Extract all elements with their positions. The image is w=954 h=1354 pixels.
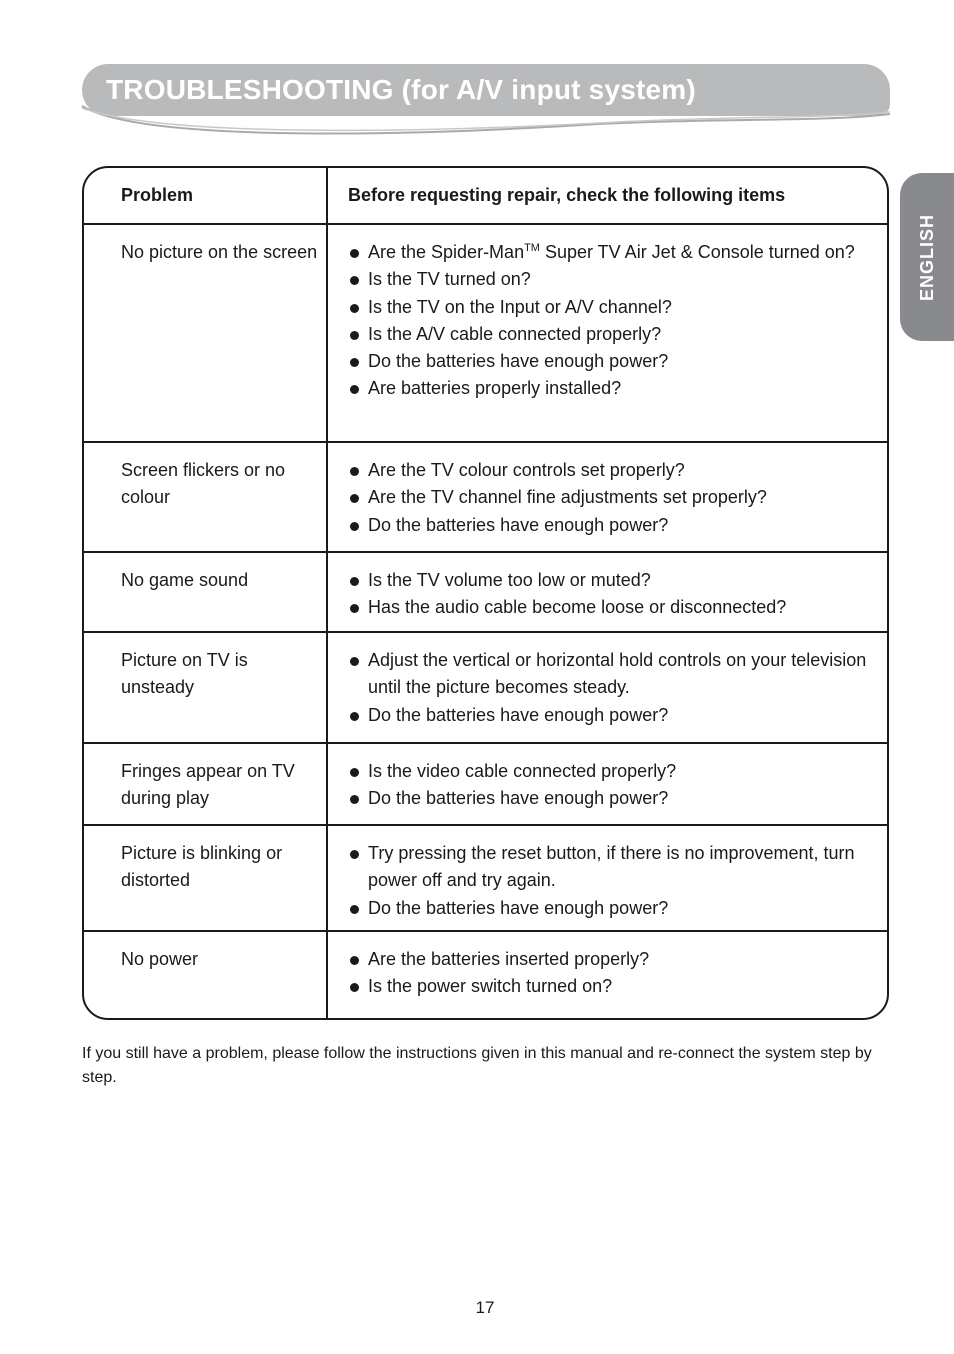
checks-list: [350, 457, 879, 539]
language-tab-label: ENGLISH: [916, 213, 937, 301]
table-row: [84, 931, 887, 1020]
page-title: TROUBLESHOOTING (for A/V input system): [106, 74, 696, 105]
check-item: Are the TV channel fine adjustments set properly?: [350, 484, 879, 511]
check-item: Try pressing the reset button, if there is no improvement, turn power off and try again.: [350, 840, 879, 895]
page-number: 17: [475, 1298, 495, 1317]
check-item: Are the TV colour controls set properly?: [350, 457, 879, 484]
check-item: Do the batteries have enough power?: [350, 895, 879, 922]
check-item: Is the TV on the Input or A/V channel?: [350, 294, 879, 321]
checks-cell: [327, 743, 887, 825]
table-row: [84, 224, 887, 442]
checks-list: [350, 567, 879, 622]
check-item: Do the batteries have enough power?: [350, 348, 879, 375]
problem-cell: No power: [84, 931, 327, 1020]
table-row: [84, 743, 887, 825]
table-header-row: [84, 168, 887, 224]
checks-cell: [327, 552, 887, 632]
trademark-superscript: TM: [524, 242, 540, 254]
checks-cell: [327, 632, 887, 743]
check-item-text: Super TV Air Jet & Console turned on?: [539, 242, 855, 262]
footnote-text: If you still have a problem, please follow the instructions given in this manual and re-connect the system step by step.: [82, 1045, 872, 1086]
checks-list: [350, 647, 879, 729]
check-item: Has the audio cable become loose or disconnected?: [350, 594, 879, 621]
check-item: Are batteries properly installed?: [350, 375, 879, 402]
check-item: [350, 239, 879, 266]
problem-cell: Picture is blinking or distorted: [84, 825, 327, 931]
table-row: [84, 825, 887, 931]
check-item: Is the TV turned on?: [350, 266, 879, 293]
table-row: [84, 632, 887, 743]
check-item: Is the A/V cable connected properly?: [350, 321, 879, 348]
table-row: [84, 552, 887, 632]
language-side-tab: [900, 173, 954, 341]
column-header-problem: Problem: [84, 168, 327, 224]
troubleshooting-table-body: [84, 168, 887, 1020]
checks-cell: [327, 224, 887, 442]
check-item: Is the power switch turned on?: [350, 973, 879, 1000]
checks-cell: [327, 931, 887, 1020]
checks-list: [350, 239, 879, 403]
column-header-checks: Before requesting repair, check the following items: [348, 184, 786, 205]
check-item: Do the batteries have enough power?: [350, 702, 879, 729]
check-item: Do the batteries have enough power?: [350, 512, 879, 539]
check-item-text: Are the Spider-Man: [368, 242, 525, 262]
check-item: Are the batteries inserted properly?: [350, 946, 879, 973]
checks-cell: [327, 825, 887, 931]
problem-cell: Screen flickers or no colour: [84, 442, 327, 552]
check-item: Is the video cable connected properly?: [350, 758, 879, 785]
checks-list: [350, 840, 879, 922]
check-item: Adjust the vertical or horizontal hold controls on your television until the picture becomes steady.: [350, 647, 879, 702]
check-item: Do the batteries have enough power?: [350, 785, 879, 812]
problem-cell: No game sound: [84, 552, 327, 632]
problem-cell: No picture on the screen: [84, 224, 327, 442]
troubleshooting-table: [82, 166, 889, 1020]
check-item: Is the TV volume too low or muted?: [350, 567, 879, 594]
problem-cell: Fringes appear on TV during play: [84, 743, 327, 825]
checks-cell: [327, 442, 887, 552]
checks-list: [350, 946, 879, 1001]
table-row: [84, 442, 887, 552]
problem-cell: Picture on TV is unsteady: [84, 632, 327, 743]
checks-list: [350, 758, 879, 813]
